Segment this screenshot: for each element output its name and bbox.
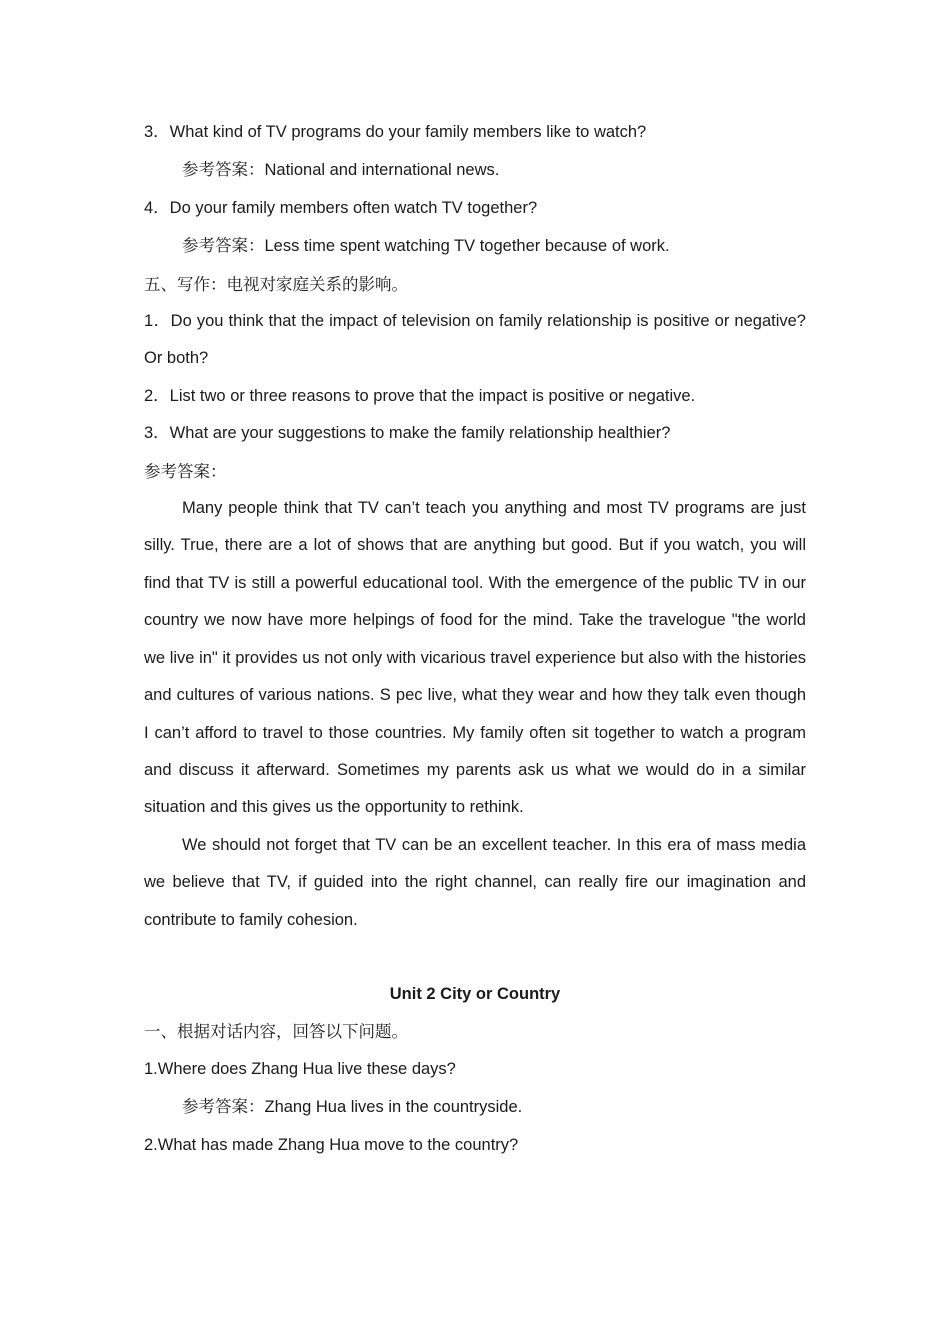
answer-label: 参考答案： [182, 1097, 265, 1117]
document-page [144, 114, 806, 1164]
writing-question-2: 2．List two or three reasons to prove that the impact is positive or negative. [144, 386, 696, 405]
question-3: 3．What kind of TV programs do your family members like to watch? [144, 123, 647, 141]
answer-label: 参考答案： [144, 461, 227, 481]
essay-paragraph-2: We should not forget that TV can be an excellent teacher. In this era of mass media we believe that TV, if guided into the right channel, can really fire our imagination and contribute to family cohesion. [144, 835, 806, 929]
unit2-section-heading: 一、根据对话内容，回答以下问题。 [144, 1022, 408, 1042]
unit2-question-1: 1.Where does Zhang Hua live these days? [144, 1059, 456, 1078]
essay-paragraph-1: Many people think that TV can’t teach you anything and most TV programs are just silly. True, there are a lot of shows that are anything but good. But if you watch, you will find that TV is still a powerful educational tool. With the emergence of the public TV in our country we now have more helpings of food for the mind. Take the travelogue "the world we live in" it provides us not only with vicarious travel experience but also with the histories and cultures of various nations. S pec live, what they wear and how they talk even though I can’t afford to travel to those countries. My family often sit together to watch a program and discuss it afterward. Sometimes my parents ask us what we would do in a similar situation and this gives us the opportunity to rethink. [144, 499, 806, 817]
writing-question-3: 3．What are your suggestions to make the family relationship healthier? [144, 424, 671, 443]
answer-text: Less time spent watching TV together because of work. [264, 237, 670, 256]
writing-question-1: 1．Do you think that the impact of television on family relationship is positive or negative? Or both? [144, 312, 806, 368]
answer-3 [144, 151, 806, 189]
question-4: 4．Do your family members often watch TV together? [144, 198, 538, 217]
answer-4 [144, 227, 806, 265]
unit-title: Unit 2 City or Country [389, 984, 561, 1003]
answer-text: Zhang Hua lives in the countryside. [264, 1098, 523, 1117]
answer-label: 参考答案： [182, 236, 265, 256]
section-5-heading: 五、写作：电视对家庭关系的影响。 [144, 274, 408, 294]
answer-text: National and international news. [264, 161, 500, 180]
answer-label: 参考答案： [182, 160, 265, 180]
unit2-answer-1 [144, 1088, 806, 1126]
unit2-question-2: 2.What has made Zhang Hua move to the country? [144, 1135, 519, 1154]
